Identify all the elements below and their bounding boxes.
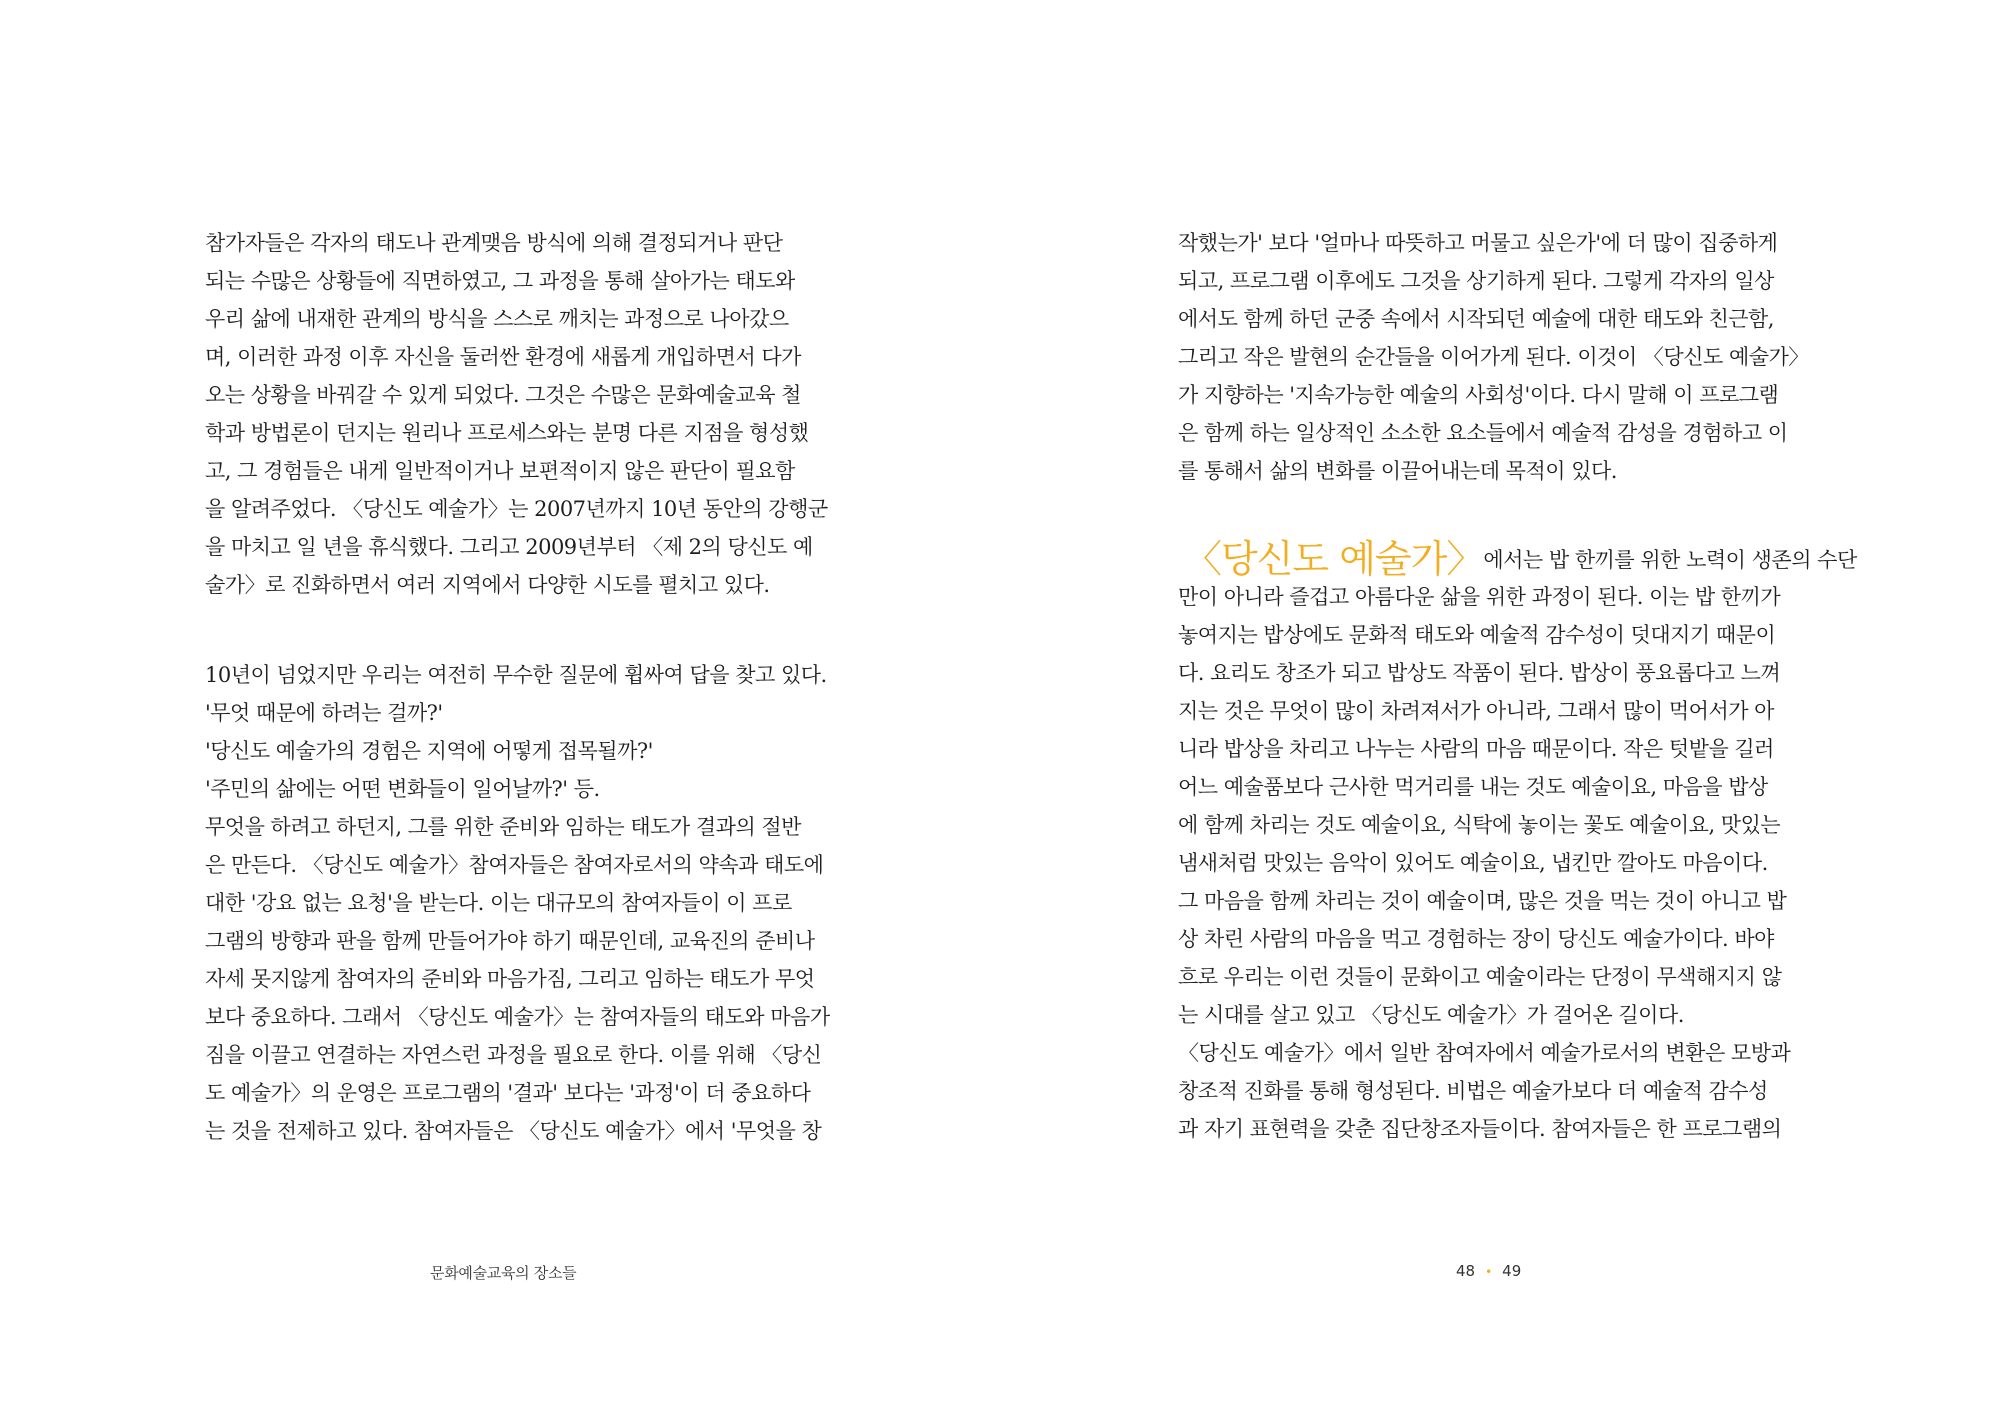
- text-line: 를 통해서 삶의 변화를 이끌어내는데 목적이 있다.: [1178, 459, 1617, 483]
- text-line: 도 예술가〉의 운영은 프로그램의 '결과' 보다는 '과정'이 더 중요하다: [205, 1081, 811, 1105]
- lead-heading: 〈당신도 예술가〉: [1184, 537, 1484, 581]
- text-line: 놓여지는 밥상에도 문화적 태도와 예술적 감수성이 덧대지기 때문이: [1178, 623, 1776, 647]
- text-line: 술가〉로 진화하면서 여러 지역에서 다양한 시도를 펼치고 있다.: [205, 573, 770, 597]
- text-line: 작했는가' 보다 '얼마나 따뜻하고 머물고 싶은가'에 더 많이 집중하게: [1178, 231, 1778, 255]
- text-line: 자세 못지않게 참여자의 준비와 마음가짐, 그리고 임하는 태도가 무엇: [205, 967, 815, 991]
- text-line: 〈당신도 예술가〉에서 일반 참여자에서 예술가로서의 변환은 모방과: [1178, 1041, 1791, 1065]
- text-line: 다. 요리도 창조가 되고 밥상도 작품이 된다. 밥상이 풍요롭다고 느껴: [1178, 661, 1781, 685]
- text-line: 오는 상황을 바꿔갈 수 있게 되었다. 그것은 수많은 문화예술교육 철: [205, 383, 801, 407]
- text-line: 되고, 프로그램 이후에도 그것을 상기하게 된다. 그렇게 각자의 일상: [1178, 269, 1774, 293]
- right-page: [1000, 0, 2000, 1413]
- text-line: 은 함께 하는 일상적인 소소한 요소들에서 예술적 감성을 경험하고 이: [1178, 421, 1788, 445]
- text-line: 며, 이러한 과정 이후 자신을 둘러싼 환경에 새롭게 개입하면서 다가: [205, 345, 801, 369]
- text-line: 보다 중요하다. 그래서 〈당신도 예술가〉는 참여자들의 태도와 마음가: [205, 1005, 830, 1029]
- text-line: 지는 것은 무엇이 많이 차려져서가 아니라, 그래서 많이 먹어서가 아: [1178, 699, 1774, 723]
- text-line: 는 것을 전제하고 있다. 참여자들은 〈당신도 예술가〉에서 '무엇을 창: [205, 1119, 822, 1143]
- text-line: '당신도 예술가의 경험은 지역에 어떻게 접목될까?': [205, 739, 653, 763]
- text-line: 학과 방법론이 던지는 원리나 프로세스와는 분명 다른 지점을 형성했: [205, 421, 809, 445]
- text-line: 과 자기 표현력을 갖춘 집단창조자들이다. 참여자들은 한 프로그램의: [1178, 1117, 1782, 1141]
- text-line: 그 마음을 함께 차리는 것이 예술이며, 많은 것을 먹는 것이 아니고 밥: [1178, 889, 1787, 913]
- text-line: 상 차린 사람의 마음을 먹고 경험하는 장이 당신도 예술가이다. 바야: [1178, 927, 1774, 951]
- text-line: '무엇 때문에 하려는 걸까?': [205, 701, 443, 725]
- text-line: '주민의 삶에는 어떤 변화들이 일어날까?' 등.: [205, 777, 600, 801]
- text-line: 니라 밥상을 차리고 나누는 사람의 마음 때문이다. 작은 텃밭을 길러: [1178, 737, 1774, 761]
- text-line: 참가자들은 각자의 태도나 관계맺음 방식에 의해 결정되거나 판단: [205, 231, 783, 255]
- text-line: 는 시대를 살고 있고 〈당신도 예술가〉가 걸어온 길이다.: [1178, 1003, 1684, 1027]
- lead-text: 에서는 밥 한끼를 위한 노력이 생존의 수단: [1483, 548, 1857, 572]
- text-line: 우리 삶에 내재한 관계의 방식을 스스로 깨치는 과정으로 나아갔으: [205, 307, 789, 331]
- text-line: 은 만든다. 〈당신도 예술가〉참여자들은 참여자로서의 약속과 태도에: [205, 853, 824, 877]
- text-line: 그리고 작은 발현의 순간들을 이어가게 된다. 이것이 〈당신도 예술가〉: [1178, 345, 1809, 369]
- text-line: 만이 아니라 즐겁고 아름다운 삶을 위한 과정이 된다. 이는 밥 한끼가: [1178, 585, 1781, 609]
- text-line: 대한 '강요 없는 요청'을 받는다. 이는 대규모의 참여자들이 이 프로: [205, 891, 792, 915]
- text-line: 무엇을 하려고 하던지, 그를 위한 준비와 임하는 태도가 결과의 절반: [205, 815, 801, 839]
- page-number-right: 49: [1502, 1262, 1522, 1280]
- text-line: 에 함께 차리는 것도 예술이요, 식탁에 놓이는 꽃도 예술이요, 맛있는: [1178, 813, 1781, 837]
- text-line: 에서도 함께 하던 군중 속에서 시작되던 예술에 대한 태도와 친근함,: [1178, 307, 1774, 331]
- text-line: 냄새처럼 맛있는 음악이 있어도 예술이요, 냅킨만 깔아도 마음이다.: [1178, 851, 1768, 875]
- text-line: 가 지향하는 '지속가능한 예술의 사회성'이다. 다시 말해 이 프로그램: [1178, 383, 1779, 407]
- text-line: 창조적 진화를 통해 형성된다. 비법은 예술가보다 더 예술적 감수성: [1178, 1079, 1768, 1103]
- text-line: 그램의 방향과 판을 함께 만들어가야 하기 때문인데, 교육진의 준비나: [205, 929, 815, 953]
- running-footer-title: 문화예술교육의 장소들: [430, 1264, 577, 1282]
- page-numbers: [1456, 1262, 1521, 1280]
- page-number-left: 48: [1456, 1262, 1476, 1280]
- text-line: 고, 그 경험들은 내게 일반적이거나 보편적이지 않은 판단이 필요함: [205, 459, 795, 483]
- text-line: 되는 수많은 상황들에 직면하였고, 그 과정을 통해 살아가는 태도와: [205, 269, 795, 293]
- text-line: 을 알려주었다. 〈당신도 예술가〉는 2007년까지 10년 동안의 강행군: [205, 497, 828, 521]
- text-line: 10년이 넘었지만 우리는 여전히 무수한 질문에 휩싸여 답을 찾고 있다.: [205, 663, 827, 687]
- text-line: 짐을 이끌고 연결하는 자연스런 과정을 필요로 한다. 이를 위해 〈당신: [205, 1043, 822, 1067]
- lead-line: [1184, 537, 1857, 581]
- page-separator-dot: •: [1485, 1265, 1493, 1279]
- text-line: 흐로 우리는 이런 것들이 문화이고 예술이라는 단정이 무색해지지 않: [1178, 965, 1782, 989]
- text-line: 을 마치고 일 년을 휴식했다. 그리고 2009년부터 〈제 2의 당신도 예: [205, 535, 813, 559]
- text-line: 어느 예술품보다 근사한 먹거리를 내는 것도 예술이요, 마음을 밥상: [1178, 775, 1768, 799]
